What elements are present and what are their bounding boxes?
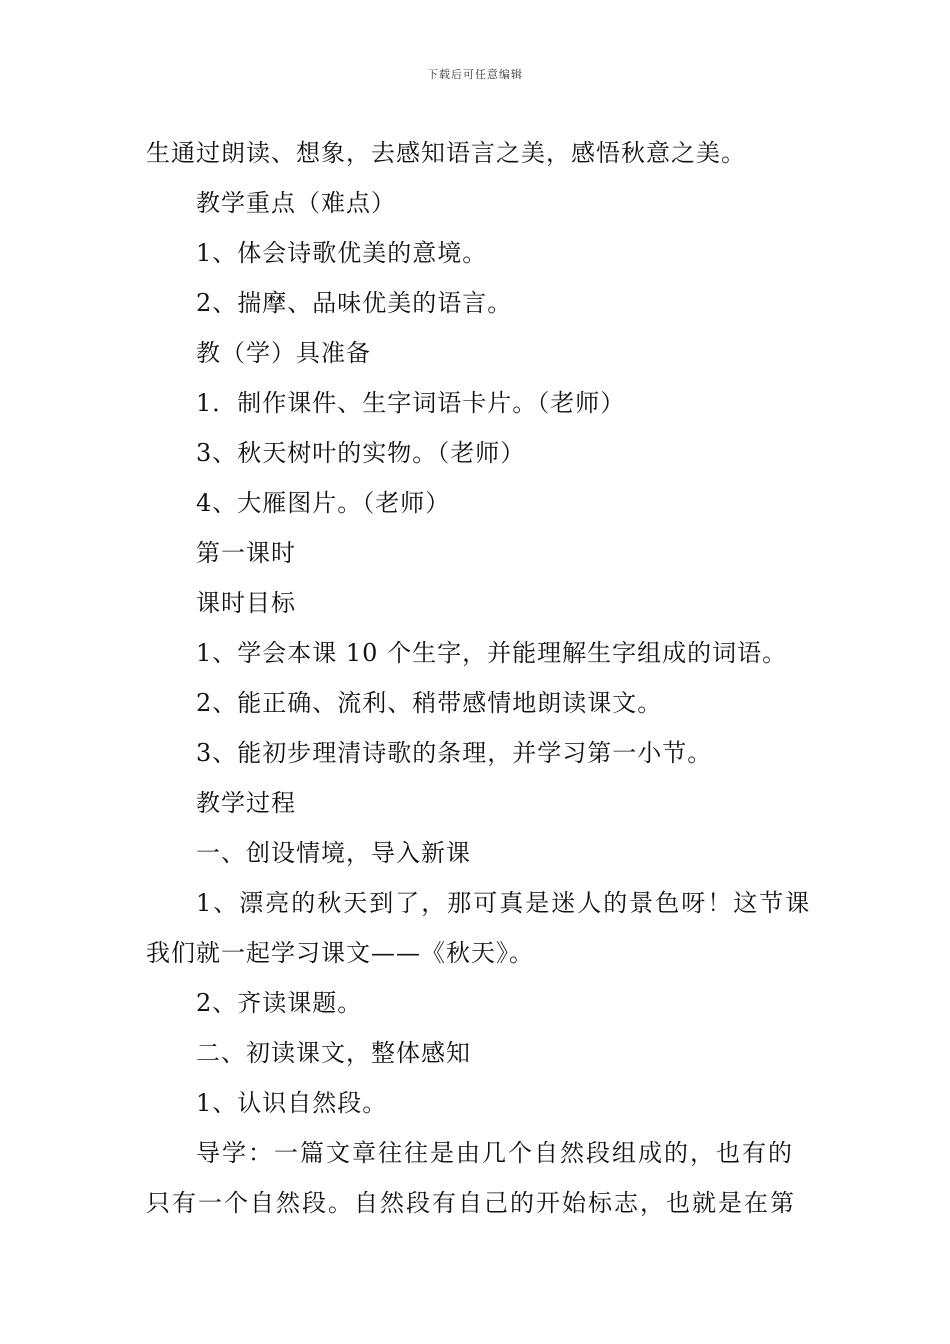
header-note: 下载后可任意编辑 xyxy=(427,68,523,81)
text-line: 我们就一起学习课文——《秋天》。 xyxy=(146,939,534,967)
text-line: 生通过朗读、想象，去感知语言之美，感悟秋意之美。 xyxy=(146,139,746,167)
text-line: 1、漂亮的秋天到了，那可真是迷人的景色呀！这节课 xyxy=(196,889,812,917)
text-line: 1、学会本课 10 个生字，并能理解生字组成的词语。 xyxy=(196,639,788,667)
text-line: 2、能正确、流利、稍带感情地朗读课文。 xyxy=(196,689,663,717)
text-line: 4、大雁图片。（老师） xyxy=(196,489,451,517)
section-heading-lesson-goals: 课时目标 xyxy=(196,589,296,617)
text-line: 1．制作课件、生字词语卡片。（老师） xyxy=(196,389,626,417)
document-body xyxy=(146,128,812,1228)
text-line: 1、认识自然段。 xyxy=(196,1089,388,1117)
section-heading-key-points: 教学重点（难点） xyxy=(196,189,396,217)
section-heading-process: 教学过程 xyxy=(196,789,296,817)
section-heading-materials: 教（学）具准备 xyxy=(196,339,371,367)
text-line: 3、能初步理清诗歌的条理，并学习第一小节。 xyxy=(196,739,713,767)
text-line: 二、初读课文，整体感知 xyxy=(196,1039,471,1067)
text-line: 一、创设情境，导入新课 xyxy=(196,839,471,867)
text-line: 1、体会诗歌优美的意境。 xyxy=(196,239,488,267)
text-line: 2、齐读课题。 xyxy=(196,989,363,1017)
text-line: 2、揣摩、品味优美的语言。 xyxy=(196,289,513,317)
section-heading-first-lesson: 第一课时 xyxy=(196,539,296,567)
text-line: 3、秋天树叶的实物。（老师） xyxy=(196,439,526,467)
text-line: 导学：一篇文章往往是由几个自然段组成的，也有的 xyxy=(196,1139,794,1167)
text-line: 只有一个自然段。自然段有自己的开始标志，也就是在第 xyxy=(146,1189,796,1217)
